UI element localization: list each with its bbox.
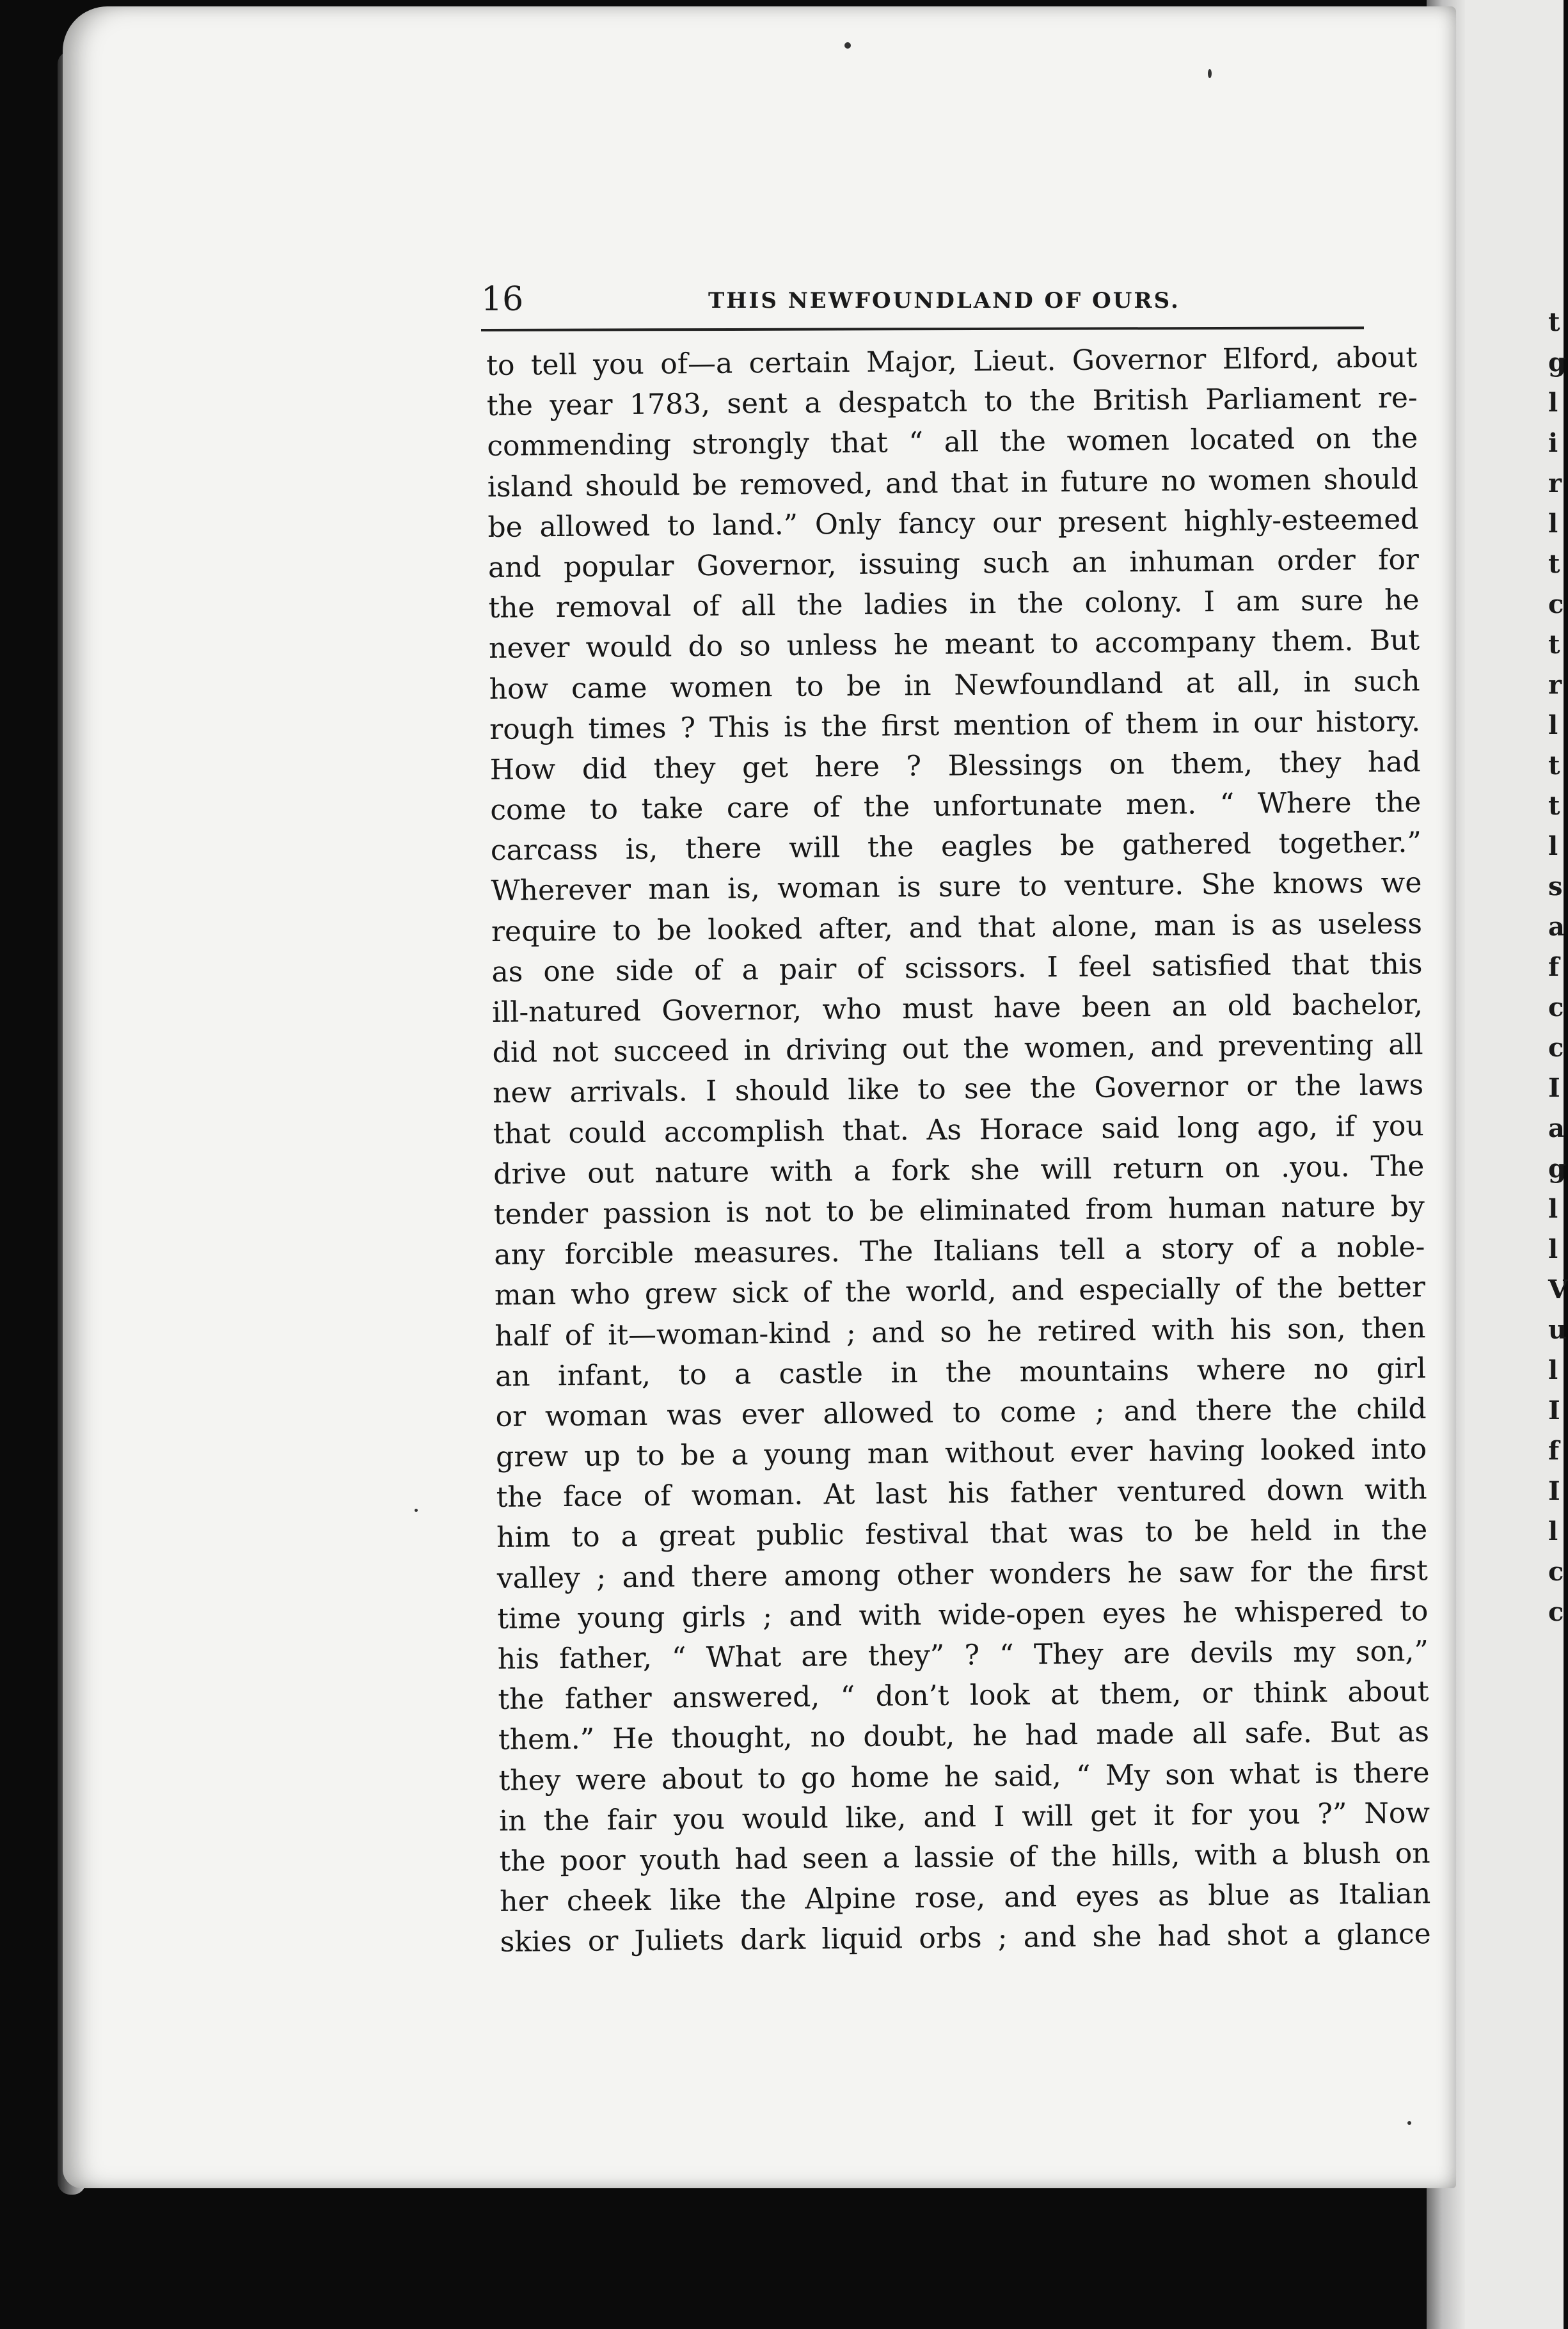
ink-speck (415, 1509, 418, 1512)
facing-page-letter: f (1548, 952, 1560, 982)
text-line: the removal of all the ladies in the colony. I am sure he (488, 584, 1420, 625)
facing-page-letter: c (1548, 589, 1564, 619)
text-line: man who grew sick of the world, and especially of the better (494, 1271, 1426, 1312)
facing-page-letter: l (1548, 710, 1558, 740)
text-line: rough times ? This is the first mention of them in our history. (489, 704, 1421, 746)
text-line: carcass is, there will the eagles be gathered together.” (490, 826, 1422, 868)
text-line: grew up to be a young man without ever having looked into (495, 1433, 1427, 1474)
facing-page-letter: l (1548, 388, 1558, 418)
text-line: commending strongly that “ all the women located on the (487, 422, 1418, 463)
text-line: the father answered, “ don’t look at them, or think about (498, 1675, 1429, 1717)
text-line: his father, “ What are they” ? “ They are devils my son,” (497, 1635, 1429, 1676)
text-line: ill-natured Governor, who must have been an old bachelor, (491, 988, 1423, 1029)
facing-page-letter: t (1548, 630, 1560, 660)
facing-page-letter: l (1548, 1194, 1558, 1224)
body-text (486, 337, 1431, 1962)
text-line: they were about to go home he said, “ My son what is there (498, 1756, 1430, 1797)
facing-page-letter: I (1548, 1395, 1560, 1426)
text-line: or woman was ever allowed to come ; and there the child (495, 1392, 1427, 1433)
facing-page-letter: l (1548, 1234, 1558, 1264)
ink-speck (844, 42, 851, 49)
text-line: half of it—woman-kind ; and so he retired with his son, then (495, 1311, 1426, 1353)
text-line: time young girls ; and with wide-open eyes he whispered to (497, 1594, 1429, 1635)
facing-page-letter: c (1548, 1033, 1564, 1063)
facing-page-letter: s (1548, 871, 1563, 902)
page-number: 16 (481, 280, 524, 319)
text-line: as one side of a pair of scissors. I feel satisfied that this (491, 948, 1423, 989)
text-line: valley ; and there among other wonders he saw for the first (496, 1554, 1428, 1595)
text-line: the face of woman. At last his father ventured down with (496, 1473, 1427, 1514)
facing-page-letter: r (1548, 670, 1562, 700)
text-line: island should be removed, and that in future no women should (487, 462, 1419, 504)
text-line: how came women to be in Newfoundland at all, in such (489, 664, 1420, 706)
text-line: never would do so unless he meant to accompany them. But (488, 624, 1420, 665)
facing-page-letter: l (1548, 1355, 1558, 1385)
running-head: THIS NEWFOUNDLAND OF OURS. (708, 288, 1180, 314)
text-line: did not succeed in driving out the women, and preventing all (492, 1028, 1423, 1070)
facing-page-letter: t (1548, 791, 1560, 821)
facing-page-letter: u (1548, 1315, 1567, 1345)
facing-page-letter: t (1548, 751, 1560, 781)
facing-page-letter: l (1548, 831, 1558, 861)
text-line: any forcible measures. The Italians tell a story of a noble- (494, 1230, 1425, 1272)
facing-page-letter: l (1548, 1516, 1558, 1546)
text-line: skies or Juliets dark liquid orbs ; and she had shot a glance (500, 1918, 1431, 1959)
facing-page-letter: c (1548, 1597, 1564, 1627)
facing-page-letter: t (1548, 549, 1560, 579)
text-line: and popular Governor, issuing such an inhuman order for (487, 543, 1420, 584)
ink-speck (1407, 2121, 1411, 2125)
text-line: the poor youth had seen a lassie of the hills, with a blush on (499, 1837, 1430, 1878)
text-line: him to a great public festival that was to be held in the (496, 1513, 1428, 1555)
facing-page-letter: r (1548, 468, 1562, 498)
facing-page-letter: g (1548, 347, 1566, 378)
text-line: Wherever man is, woman is sure to venture. She knows we (491, 866, 1422, 908)
text-line: tender passion is not to be eliminated from human nature by (493, 1190, 1425, 1231)
facing-page-letter: c (1548, 992, 1564, 1022)
facing-page-letter: V (1548, 1275, 1568, 1305)
facing-page-letter: i (1548, 428, 1558, 458)
text-line: them.” He thought, no doubt, he had made all safe. But as (498, 1715, 1430, 1757)
facing-page-letter: t (1548, 307, 1560, 337)
facing-page-letter: f (1548, 1436, 1560, 1466)
facing-page-letter: a (1548, 912, 1565, 942)
text-line: How did they get here ? Blessings on them, they had (489, 745, 1421, 786)
facing-page-letter: c (1548, 1557, 1564, 1587)
facing-page-letter: a (1548, 1113, 1565, 1143)
text-line: in the fair you would like, and I will get it for you ?” Now (498, 1796, 1430, 1838)
ink-speck (1208, 69, 1212, 78)
text-line: that could accomplish that. As Horace said long ago, if you (493, 1109, 1424, 1150)
text-line: new arrivals. I should like to see the Governor or the laws (492, 1069, 1424, 1110)
text-line: to tell you of—a certain Major, Lieut. Governor Elford, about (486, 341, 1418, 382)
facing-page-letter: g (1548, 1154, 1566, 1184)
text-line: drive out nature with a fork she will return on .you. The (493, 1150, 1425, 1191)
text-line: require to be looked after, and that alone, man is as useless (491, 907, 1423, 948)
text-line: the year 1783, sent a despatch to the British Parliament re- (486, 381, 1418, 423)
facing-page-letter: I (1548, 1073, 1560, 1103)
text-line: her cheek like the Alpine rose, and eyes as blue as Italian (500, 1877, 1431, 1919)
text-line: be allowed to land.” Only fancy our present highly-esteemed (487, 503, 1419, 544)
text-line: an infant, to a castle in the mountains where no girl (495, 1351, 1427, 1393)
facing-page-letter: I (1548, 1476, 1560, 1506)
page-header (481, 280, 1364, 319)
text-line: come to take care of the unfortunate men. “ Where the (490, 786, 1421, 827)
facing-page-letter: l (1548, 509, 1558, 539)
